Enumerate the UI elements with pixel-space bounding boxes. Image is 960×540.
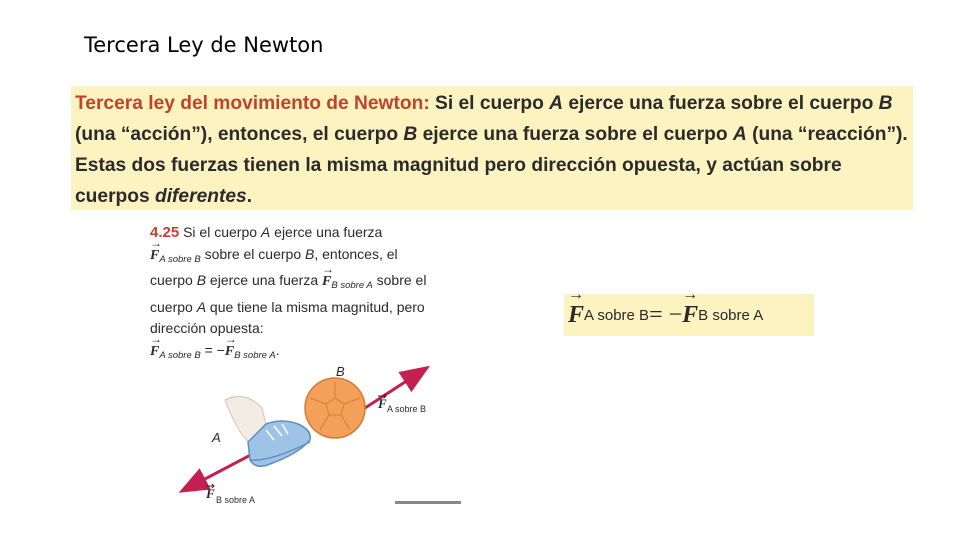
- law-text: ejerce una fuerza sobre el cuerpo: [417, 124, 733, 145]
- kick-illustration: [170, 360, 470, 510]
- force-vector: → F: [568, 302, 584, 329]
- law-heading: Tercera ley del movimiento de Newton:: [75, 93, 430, 114]
- caption-var: B: [196, 272, 207, 288]
- force-vector: → F: [322, 271, 331, 293]
- caption-var: A: [260, 224, 271, 240]
- caption-text: .: [275, 341, 280, 358]
- equation-subscript: A sobre B: [584, 306, 650, 324]
- force-vector: → F: [150, 341, 159, 363]
- law-var-a: A: [732, 124, 747, 145]
- soccer-ball: [305, 378, 365, 438]
- label-action-subscript: A sobre B: [387, 404, 427, 414]
- caption-var: A: [196, 298, 207, 315]
- vector-subscript: B sobre A: [331, 280, 373, 291]
- third-law-statement: [71, 86, 913, 210]
- scan-artifact: [395, 501, 461, 504]
- law-var-b: B: [878, 93, 893, 114]
- label-body-b: B: [336, 364, 345, 379]
- slide-title: Tercera Ley de Newton: [84, 33, 324, 57]
- law-text: .: [246, 186, 253, 207]
- caption-text: sobre el cuerpo: [150, 272, 427, 315]
- label-reaction-vector: F: [206, 486, 215, 501]
- caption-text: ejerce una fuerza: [270, 224, 383, 240]
- equation-operator: = −: [649, 301, 683, 328]
- law-text: (una “acción”), entonces, el cuerpo: [75, 124, 404, 145]
- caption-text: , entonces, el cuerpo: [150, 245, 398, 288]
- equation-subscript: B sobre A: [698, 306, 764, 324]
- law-var-a: A: [549, 93, 564, 114]
- caption-text: Si el cuerpo: [179, 224, 261, 240]
- force-vector: → F: [150, 245, 159, 267]
- label-action-vector: F: [378, 396, 387, 411]
- label-reaction-subscript: B sobre A: [216, 495, 256, 505]
- force-vector: → F: [682, 302, 698, 329]
- equation-operator: = −: [200, 341, 225, 358]
- law-var-b: B: [403, 124, 418, 145]
- label-body-a: A: [212, 430, 221, 445]
- caption-text: sobre el cuerpo: [200, 245, 306, 262]
- vector-subscript: A sobre B: [159, 253, 201, 265]
- law-text: (una “reacción”). Estas dos fuerzas tienen la misma magnitud pero dirección opuesta, y actúan sobre cuerpos: [75, 124, 908, 207]
- law-text: ejerce una fuerza sobre el cuerpo: [563, 93, 879, 114]
- action-force-arrow: [365, 369, 425, 408]
- vector-subscript: B sobre A: [234, 349, 276, 361]
- vector-subscript: A sobre B: [159, 349, 201, 361]
- caption-text: ejerce una fuerza: [206, 272, 323, 288]
- force-vector: → F: [225, 341, 234, 363]
- law-emphasis: diferentes: [154, 186, 247, 207]
- law-text: Si el cuerpo: [429, 93, 550, 114]
- figure-number: 4.25: [150, 224, 180, 241]
- caption-var: B: [305, 245, 315, 262]
- third-law-equation: [564, 294, 814, 336]
- figure-caption: [150, 222, 440, 366]
- caption-text: que tiene la misma magnitud, pero dirección opuesta:: [150, 298, 425, 336]
